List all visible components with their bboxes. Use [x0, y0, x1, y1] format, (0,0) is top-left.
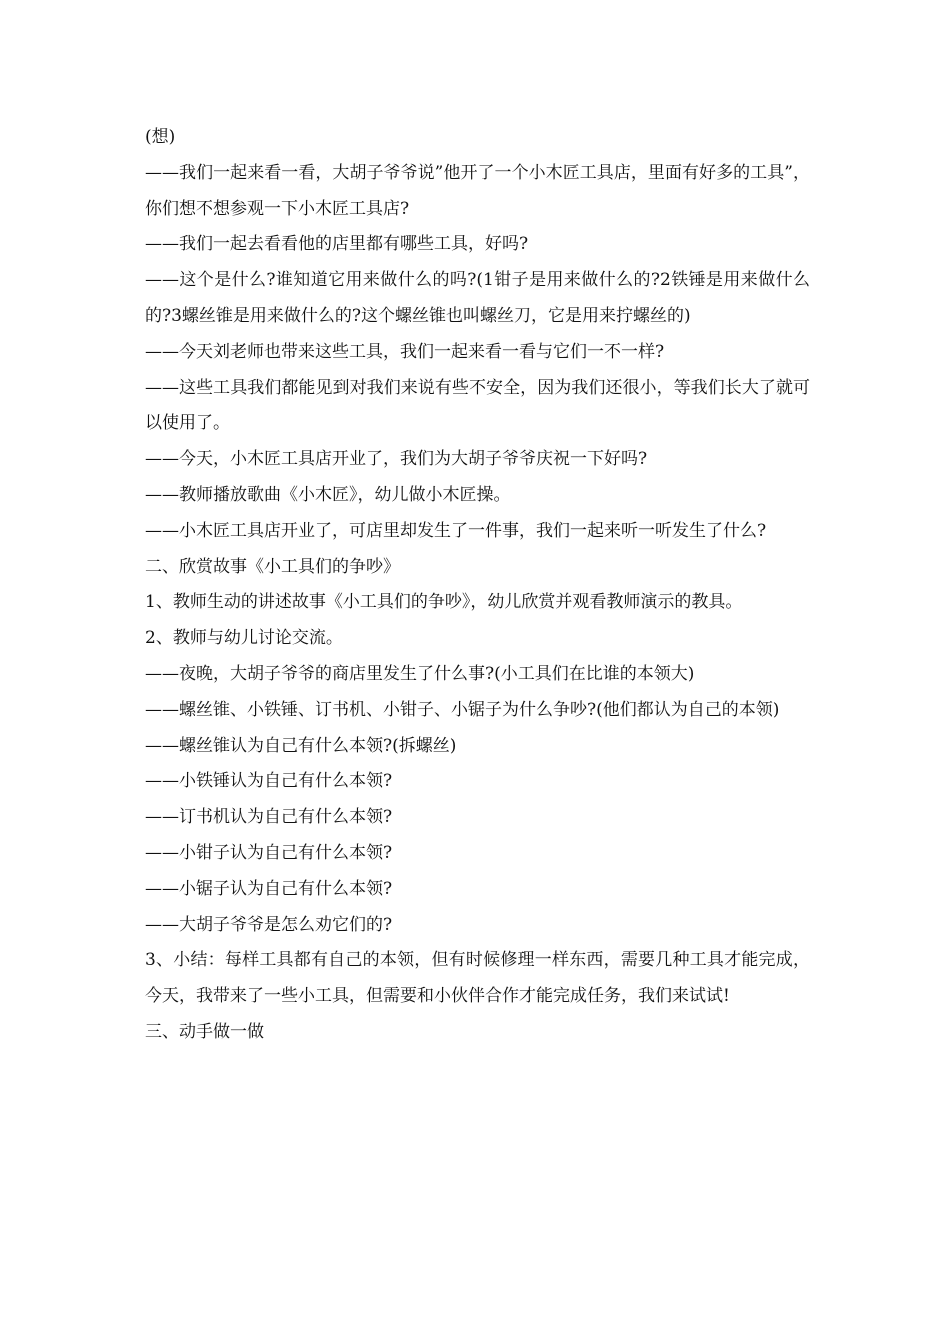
- paragraph: ——小铁锤认为自己有什么本领?: [145, 771, 393, 792]
- paragraph: ——今天，小木匠工具店开业了，我们为大胡子爷爷庆祝一下好吗?: [145, 449, 648, 470]
- paragraph: ——这个是什么?谁知道它用来做什么的吗?(1钳子是用来做什么的?2铁锤是用来做什么的?3螺丝锥是用来做什么的?这个螺丝锥也叫螺丝刀，它是用来拧螺丝的): [145, 270, 810, 326]
- paragraph: ——教师播放歌曲《小木匠》，幼儿做小木匠操。: [145, 484, 511, 505]
- paragraph: ——螺丝锥、小铁锤、订书机、小钳子、小锯子为什么争吵?(他们都认为自己的本领): [145, 699, 780, 720]
- paragraph: ——螺丝锥认为自己有什么本领?(拆螺丝): [145, 735, 457, 756]
- paragraph: 2、教师与幼儿讨论交流。: [145, 628, 343, 649]
- paragraph: 1、教师生动的讲述故事《小工具们的争吵》，幼儿欣赏并观看教师演示的教具。: [145, 592, 743, 613]
- paragraph: ——今天刘老师也带来这些工具，我们一起来看一看与它们一不一样?: [145, 341, 665, 362]
- paragraph: ——我们一起去看看他的店里都有哪些工具，好吗?: [145, 234, 529, 255]
- paragraph: ——小钳子认为自己有什么本领?: [145, 842, 393, 863]
- paragraph: ——大胡子爷爷是怎么劝它们的?: [145, 914, 393, 935]
- paragraph: 3、小结：每样工具都有自己的本领，但有时候修理一样东西，需要几种工具才能完成，今天，我带来了一些小工具，但需要和小伙伴合作才能完成任务，我们来试试!: [145, 950, 810, 1007]
- paragraph: ——我们一起来看一看，大胡子爷爷说”他开了一个小木匠工具店，里面有好多的工具”，你们想不想参观一下小木匠工具店?: [145, 162, 810, 219]
- document-body: [145, 120, 810, 1051]
- section-heading: 二、欣赏故事《小工具们的争吵》: [145, 556, 400, 577]
- paragraph: ——小锯子认为自己有什么本领?: [145, 878, 393, 899]
- section-heading: 三、动手做一做: [145, 1021, 264, 1042]
- paragraph: ——这些工具我们都能见到对我们来说有些不安全，因为我们还很小，等我们长大了就可以使用了。: [145, 377, 810, 434]
- paragraph: ——小木匠工具店开业了，可店里却发生了一件事，我们一起来听一听发生了什么?: [145, 520, 767, 541]
- paragraph: ——订书机认为自己有什么本领?: [145, 807, 393, 828]
- paragraph: ——夜晚，大胡子爷爷的商店里发生了什么事?(小工具们在比谁的本领大): [145, 663, 695, 684]
- paragraph: (想): [145, 127, 176, 147]
